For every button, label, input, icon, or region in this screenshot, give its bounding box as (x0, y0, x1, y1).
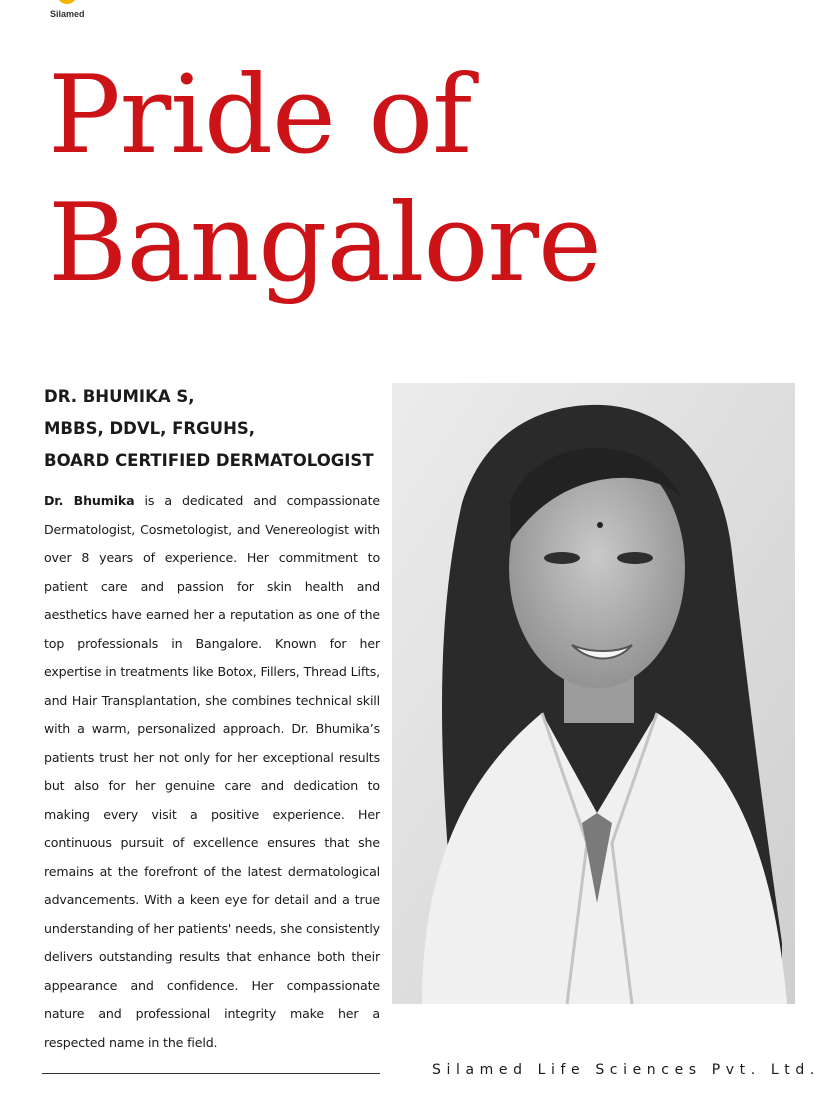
doctor-title: BOARD CERTIFIED DERMATOLOGIST (44, 451, 374, 470)
headline-line-2: Bangalore (48, 181, 601, 306)
doctor-photo (392, 383, 795, 1004)
bio-text: is a dedicated and compassionate Dermatologist, Cosmetologist, and Venereologist with over 8 years of experience. Her commitment to patient care and passion for skin health and aesthetics have earned her a reputation as one of the top professionals in Bangalore. Known for her expertise in treatments like Botox, Fillers, Thread Lifts, and Hair Transplantation, she combines technical skill with a warm, personalized approach. Dr. Bhumika’s patients trust her not only for her exceptional results but also for her genuine care and dedication to making every visit a positive experience. Her continuous pursuit of excellence ensures that she remains at the forefront of the latest dermatological advancements. With a keen eye for detail and a true understanding of her patients' needs, she consistently delivers outstanding results that enhance both their appearance and confidence. Her compassionate nature and professional integrity make her a respected name in the field. (44, 493, 381, 1050)
logo-text: Silamed (50, 9, 85, 19)
headline-line-1: Pride of (48, 53, 472, 178)
brand-logo (44, 0, 94, 22)
footer-company-name: Silamed Life Sciences Pvt. Ltd. (432, 1062, 820, 1078)
doctor-credentials (44, 381, 374, 477)
logo-mark-icon (57, 0, 77, 4)
footer-divider (42, 1073, 380, 1074)
doctor-degrees: MBBS, DDVL, FRGUHS, (44, 419, 256, 438)
bio-paragraph (44, 487, 380, 1057)
doctor-name: DR. BHUMIKA S, (44, 387, 195, 406)
bio-lead: Dr. Bhumika (44, 493, 135, 508)
headline (48, 52, 601, 308)
